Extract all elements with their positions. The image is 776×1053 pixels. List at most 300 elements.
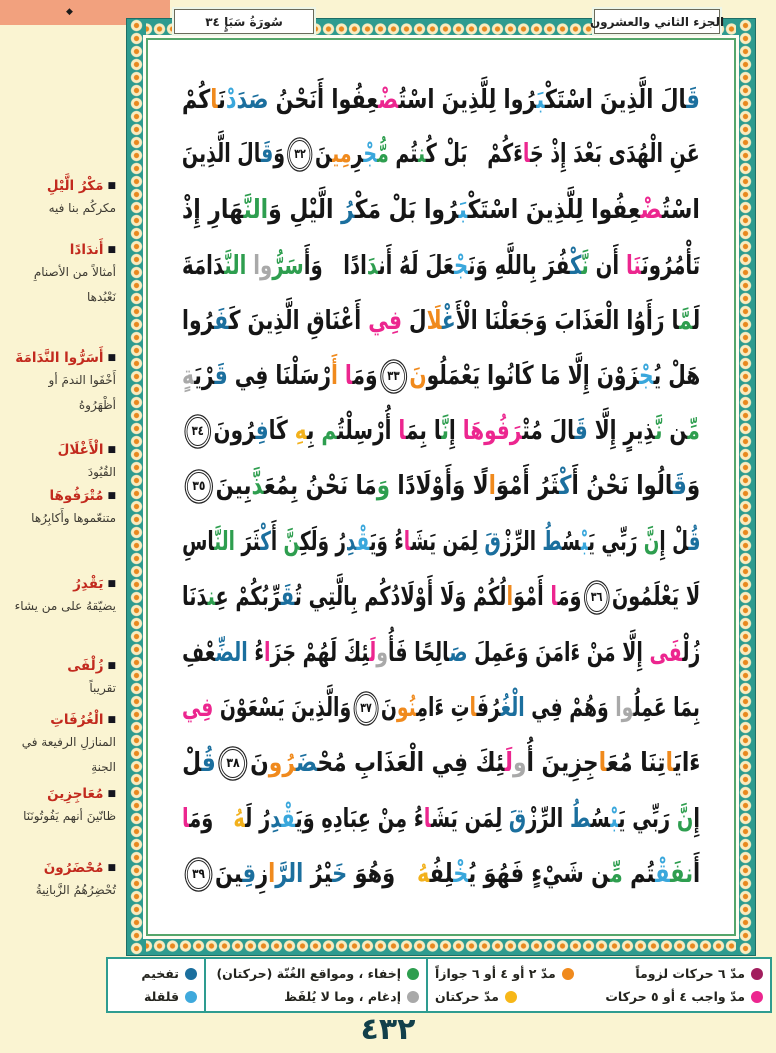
juz-label: الجزء الثاني والعشرون: [589, 14, 725, 29]
legend-item: [144, 989, 197, 1004]
quran-segment: زَوْنَ إِلَّا مَا كَانُوا يَعْمَلُو: [426, 360, 639, 391]
quran-segment: ا: [665, 748, 674, 779]
quran-line-text: [182, 694, 700, 723]
verse-marker: ٣٣: [382, 362, 405, 391]
quran-segment: ذِيرٍ إِلَّا: [587, 416, 656, 447]
quran-segment: ا: [506, 582, 513, 613]
quran-segment: بِ: [307, 416, 322, 447]
quran-segment: الَّيْلِ وَ: [268, 195, 342, 226]
quran-segment: وَمَ: [352, 360, 378, 391]
note-definition: متنعّموها وأَكابِرُها: [31, 511, 116, 526]
note-term: ■مُعَاجِزِينَ: [47, 786, 116, 802]
frame-ornament-bottom: [127, 936, 755, 955]
quran-segment: هَلْ يُ: [653, 360, 700, 391]
quran-segment: دُكُم بِالَّتِي تُ: [294, 582, 401, 613]
quran-segment: الَ مُتْ: [522, 416, 575, 447]
quran-segment: سُ: [590, 803, 611, 834]
corner-diamond-icon: ◆: [66, 7, 73, 17]
quran-segment: النَّ: [224, 250, 247, 281]
quran-segment: قَ: [508, 803, 527, 834]
quran-segment: جْ: [638, 360, 654, 391]
quran-line: [182, 847, 700, 902]
quran-segment: نَ: [315, 139, 333, 170]
quran-segment: فِي: [367, 305, 402, 336]
quran-segment: لُكُمْ وَلَ: [439, 582, 507, 613]
quran-segment: فِي: [182, 692, 214, 723]
quran-segment: تِنَا مُعَ: [606, 748, 666, 779]
quran-segment: خَ: [331, 858, 348, 889]
quran-segment: ا: [182, 803, 190, 834]
square-bullet-icon: ■: [107, 353, 116, 363]
quran-segment: صَدَ: [236, 84, 269, 115]
quran-segment: نَّ: [441, 416, 450, 447]
quran-text-area: [174, 66, 708, 908]
quran-segment: أَ: [330, 360, 345, 391]
quran-segment: بْ: [610, 803, 619, 834]
quran-line-text: [182, 140, 700, 169]
quran-segment: صَ: [448, 637, 468, 668]
note-term: ■مُتْرَفُوهَا: [49, 488, 116, 504]
quran-segment: مِّ: [609, 858, 623, 889]
quran-segment: تِ ءَامِ: [416, 692, 470, 723]
quran-segment: ن: [418, 139, 427, 170]
quran-line: [182, 349, 700, 404]
quran-segment: رْسَلْنَا فِي: [227, 360, 331, 391]
quran-segment: نَا: [625, 250, 642, 281]
legend-color-dot-icon: [407, 991, 419, 1003]
quran-line-text: [182, 749, 700, 778]
quran-segment: زُلْ: [681, 637, 700, 668]
quran-segment: أَن: [588, 250, 626, 281]
frame-ornament-right: [736, 19, 755, 955]
legend-row: [213, 989, 419, 1004]
text-panel: [146, 38, 736, 936]
quran-segment: أَ: [270, 527, 284, 558]
quran-segment: بَ: [458, 195, 468, 226]
quran-segment: ءُ وَيَ: [369, 527, 404, 558]
quran-segment: لَ: [368, 637, 376, 668]
mushaf-frame: [126, 18, 756, 956]
note-definition: المنازلِ الرفيعة في الجنةِ: [21, 735, 116, 775]
quran-segment: نُو: [396, 692, 417, 723]
quran-segment: ذَّ: [251, 471, 264, 502]
quran-segment: ضَ: [295, 748, 317, 779]
quran-segment: هُ: [233, 803, 246, 834]
quran-segment: مِي: [332, 139, 352, 170]
quran-segment: الرِّزْ: [500, 527, 542, 558]
quran-segment: رِّبُكُمْ عِ: [215, 582, 281, 613]
legend-color-dot-icon: [407, 968, 419, 980]
square-bullet-icon: ■: [107, 245, 116, 255]
margin-note: [4, 440, 116, 485]
quran-line: [182, 127, 700, 182]
quran-segment: رُوا بَلْ مَكْ: [354, 195, 459, 226]
quran-line-text: [181, 527, 700, 558]
square-bullet-icon: ■: [107, 181, 116, 191]
quran-segment: مِّ: [687, 416, 700, 447]
legend-item: [635, 966, 763, 981]
square-bullet-icon: ■: [107, 863, 116, 873]
quran-segment: جْ: [363, 139, 378, 170]
note-definition: ظانّينَ أنهم يَفُوتُونَنَا: [23, 809, 116, 824]
quran-segment: هُ: [416, 858, 430, 889]
legend-color-dot-icon: [185, 991, 197, 1003]
quran-segment: لَ: [692, 305, 700, 336]
quran-segment: كْ: [259, 527, 271, 558]
quran-segment: وَ: [686, 471, 700, 502]
quran-segment: رَفُوهَا: [462, 416, 523, 447]
legend-item: [605, 989, 763, 1004]
verse-marker: ٣٨: [220, 749, 244, 778]
margin-notes: [0, 0, 120, 956]
quran-segment: رَبِّي يَ: [618, 803, 677, 834]
legend-item: [216, 966, 419, 981]
quran-segment: أَ: [692, 858, 700, 889]
quran-segment: ا: [469, 692, 477, 723]
note-definition: تُحْضِرُهُمُ الزَّبانِيةُ: [35, 883, 116, 898]
quran-segment: نَّ: [676, 803, 694, 834]
quran-segment: رْيَ: [194, 360, 215, 391]
quran-line: [182, 625, 700, 680]
quran-segment: نَّ: [581, 250, 589, 281]
legend-item: [284, 989, 419, 1004]
quran-segment: اسِ: [181, 527, 214, 558]
legend-label: إخفاء ، ومواقع الغُنّة (حركتان): [216, 966, 401, 981]
quran-line: [182, 238, 700, 293]
quran-line: [182, 459, 700, 514]
quran-segment: وا: [615, 692, 634, 723]
note-definition: تقريباً: [89, 681, 116, 696]
quran-segment: ا: [267, 858, 276, 889]
note-term: ■مَكْرُ الَّيْلِ: [46, 178, 116, 194]
quran-segment: لَا: [426, 305, 442, 336]
quran-segment: كْ: [559, 471, 572, 502]
note-term: ■مُحْضَرُونَ: [43, 860, 116, 876]
quran-segment: وَهُوَ: [347, 858, 417, 889]
surah-label: سُورَةُ سَبَإٍ ٣٤: [205, 14, 283, 29]
quran-segment: ا: [488, 471, 496, 502]
quran-segment: لِفُ: [429, 858, 454, 889]
quran-segment: أَمْوَ: [512, 582, 551, 613]
quran-segment: نَّ: [655, 416, 663, 447]
quran-segment: رُ وَلَكِ: [299, 527, 346, 558]
legend-row: [435, 966, 763, 981]
quran-segment: نَ: [249, 748, 269, 779]
quran-segment: هَارِ إِذْ: [182, 195, 244, 226]
quran-segment: ضْ: [378, 84, 399, 115]
quran-segment: دْ: [225, 84, 237, 115]
quran-line-text: [182, 472, 700, 501]
quran-segment: لِمَن يَشَ: [430, 803, 509, 834]
quran-segment: وَهُمْ فِي: [524, 692, 616, 723]
square-bullet-icon: ■: [107, 579, 116, 589]
quran-segment: يْرُ: [303, 858, 332, 889]
quran-line: [182, 404, 700, 459]
quran-segment: كَا: [268, 416, 295, 447]
legend-row: [115, 966, 197, 981]
quran-segment: ا: [344, 360, 353, 391]
quran-segment: ءُ مِنْ عِبَادِهِ وَيَ: [295, 803, 424, 834]
quran-segment: نَّ: [643, 527, 659, 558]
quran-segment: لِمَن يَشَ: [410, 527, 485, 558]
note-term: ■أَندَادًا: [69, 242, 116, 258]
quran-segment: رُفَ: [476, 692, 501, 723]
legend-label: إدغام ، وما لا يُلفَظ: [284, 989, 401, 1004]
square-bullet-icon: ■: [107, 445, 116, 455]
quran-segment: لَ: [504, 748, 513, 779]
quran-segment: ن: [662, 416, 688, 447]
legend-color-dot-icon: [185, 968, 197, 980]
quran-segment: قَ: [672, 471, 687, 502]
quran-line: [182, 183, 700, 238]
quran-segment: قُ: [687, 527, 700, 558]
verse-marker: ٣٦: [586, 583, 607, 612]
verse-marker: ٣٧: [356, 694, 377, 723]
quran-segment: رُونَ: [213, 416, 256, 447]
note-term: ■زُلْفَى: [67, 658, 116, 674]
legend-box: [204, 957, 428, 1013]
quran-segment: لْ: [181, 748, 202, 779]
quran-segment: قَ: [214, 360, 228, 391]
quran-segment: و: [512, 748, 527, 779]
quran-segment: رِ: [351, 139, 364, 170]
legend-label: مدّ واجب ٤ أو ٥ حركات: [605, 989, 745, 1004]
quran-segment: وَ: [273, 139, 286, 170]
quran-segment: رُوا: [181, 305, 214, 336]
quran-segment: مَّ: [678, 305, 693, 336]
quran-segment: أَوْلَ: [400, 582, 440, 613]
quran-segment: خْ: [453, 858, 469, 889]
quran-segment: مُّ: [377, 139, 390, 170]
square-bullet-icon: ■: [107, 661, 116, 671]
legend-label: قلقلة: [144, 989, 179, 1004]
juz-cartouche: [589, 9, 725, 34]
quran-segment: طُ: [569, 803, 591, 834]
quran-segment: طُ: [541, 527, 562, 558]
note-definition: أَخْفَوا الندمَ أو أظْهَرُوهُ: [48, 373, 116, 413]
quran-segment: ةٍ: [181, 360, 195, 391]
quran-segment: ن شَيْءٍ فَهُوَ يُ: [468, 858, 610, 889]
legend-item: [435, 966, 574, 981]
quran-segment: ءُ: [247, 637, 264, 668]
quran-segment: دَامَةَ: [181, 250, 225, 281]
quran-segment: زِ: [255, 858, 268, 889]
quran-segment: الَ الَّذِينَ: [182, 139, 262, 170]
quran-segment: قَ: [280, 582, 295, 613]
quran-segment: ءَكُمْ بَلْ كُ: [426, 139, 524, 170]
legend-box: [426, 957, 772, 1013]
quran-segment: الُوا نَحْنُ أَ: [571, 471, 673, 502]
note-term: ■أَسَرُّوا النَّدَامَةَ: [15, 350, 116, 366]
margin-note: [4, 348, 116, 419]
quran-segment: كُمْ: [182, 84, 211, 115]
quran-segment: م: [321, 416, 338, 447]
quran-segment: ئِكَ لَهُمْ جَزَ: [270, 637, 369, 668]
quran-segment: ا رَأَوُا الْعَذَابَ وَجَعَلْنَا الْأَ: [455, 305, 679, 336]
quran-segment: ا: [403, 527, 411, 558]
quran-segment: نَّ: [283, 527, 300, 558]
quran-segment: ا: [210, 84, 219, 115]
quran-segment: ادًا وَأَ: [303, 250, 367, 281]
quran-line-text: [182, 195, 700, 226]
quran-segment: فِ: [255, 416, 269, 447]
quran-segment: عَنِ الْهُدَى بَعْدَ إِذْ جَ: [530, 139, 700, 170]
quran-segment: سَرُّ: [272, 250, 304, 281]
quran-segment: بَ: [536, 84, 545, 115]
quran-segment: ضْ: [640, 195, 663, 226]
verse-marker: ٣٩: [187, 860, 210, 889]
quran-segment: فَ: [213, 305, 229, 336]
square-bullet-icon: ■: [107, 789, 116, 799]
quran-segment: ا: [598, 748, 607, 779]
quran-line: [182, 681, 700, 736]
quran-segment: ا: [263, 637, 271, 668]
quran-segment: دِ: [270, 803, 282, 834]
quran-segment: الرَّ: [275, 858, 304, 889]
quran-segment: وَالَّذِينَ يَسْعَوْنَ: [213, 692, 352, 723]
quran-segment: قَ: [686, 84, 700, 115]
quran-segment: ا بِمَ: [406, 416, 442, 447]
quran-segment: تُم: [622, 858, 655, 889]
margin-note: [4, 486, 116, 531]
surah-cartouche: [174, 9, 314, 34]
square-bullet-icon: ■: [107, 491, 116, 501]
quran-segment: ينَ: [214, 858, 243, 889]
quran-segment: رَبِّي يَ: [587, 527, 644, 558]
quran-segment: ا: [550, 582, 558, 613]
margin-note: [4, 858, 116, 903]
quran-segment: النَّ: [243, 195, 269, 226]
legend-label: مدّ حركتان: [435, 989, 499, 1004]
quran-segment: إِلَّا مَنْ ءَامَنَ وَعَمِلَ: [467, 637, 650, 668]
quran-segment: ا: [398, 416, 407, 447]
quran-segment: هِ: [294, 416, 308, 447]
quran-segment: لْ إِ: [658, 527, 688, 558]
quran-segment: رُ: [341, 195, 355, 226]
quran-segment: نفَ: [669, 858, 693, 889]
quran-segment: قْ: [356, 527, 370, 558]
margin-note: [4, 710, 116, 781]
note-definition: يضيّقهُ على من يشاء: [14, 599, 116, 614]
quran-segment: النَّ: [213, 527, 235, 558]
quran-segment: أَعْنَاقِ الَّذِينَ كَ: [228, 305, 368, 336]
legend-color-dot-icon: [505, 991, 517, 1003]
quran-line: [182, 72, 700, 127]
quran-segment: سُ: [561, 527, 581, 558]
quran-line: [182, 736, 700, 791]
note-term: ■الْأَغْلَالَ: [57, 442, 116, 458]
quran-segment: جِزِينَ أُ: [526, 748, 599, 779]
quran-segment: اسْتُ: [662, 195, 700, 226]
page-number: ٤٣٢: [360, 1012, 416, 1047]
quran-segment: رُوا لِلَّذِينَ اسْتُ: [398, 84, 537, 115]
quran-segment: تَأْمُرُونَ: [641, 250, 700, 281]
quran-segment: عْفِ: [181, 637, 216, 668]
legend-label: مدّ ٢ أو ٤ أو ٦ جوازاً: [435, 966, 556, 981]
note-definition: مكركُم بنا فيه: [48, 201, 116, 216]
quran-line-text: [181, 305, 700, 336]
legend-row: [115, 989, 197, 1004]
quran-segment: إِ: [449, 416, 463, 447]
quran-segment: إِ: [693, 803, 700, 834]
note-definition: القُيُودَ: [87, 465, 116, 480]
quran-line-text: [181, 250, 700, 281]
quran-segment: الْغُ: [500, 692, 525, 723]
quran-segment: ا: [423, 803, 431, 834]
quran-segment: دَنَا: [181, 582, 208, 613]
quran-segment: تُم: [389, 139, 419, 170]
quran-segment: و: [375, 637, 388, 668]
quran-segment: قْ: [654, 858, 670, 889]
quran-segment: ءَايَ: [673, 748, 700, 779]
quran-segment: جْ: [453, 250, 468, 281]
quran-line-text: [182, 803, 700, 834]
quran-segment: دَ: [366, 250, 379, 281]
square-bullet-icon: ■: [107, 715, 116, 725]
quran-line: [182, 791, 700, 846]
legend-row: [435, 989, 763, 1004]
note-term: ■يَقْدِرُ: [73, 576, 116, 592]
quran-segment: عِفُوا لِلَّذِينَ اسْتَكْ: [467, 195, 641, 226]
verse-marker: ٣٥: [187, 472, 211, 501]
quran-segment: وَمَ: [189, 803, 234, 834]
quran-segment: بْ: [580, 527, 588, 558]
quran-segment: نَ: [409, 360, 427, 391]
quran-line-text: [182, 417, 700, 446]
quran-segment: الِحًا فَأُ: [387, 637, 449, 668]
quran-segment: لًا وَأَوْلَ: [415, 471, 489, 502]
quran-segment: فُرَ بِاللَّهِ وَنَ: [467, 250, 570, 281]
margin-note: [4, 574, 116, 619]
verse-marker: ٣٢: [290, 140, 311, 169]
quran-segment: دِ: [345, 527, 357, 558]
quran-segment: ثَرَ: [234, 527, 260, 558]
quran-segment: لَ: [401, 305, 427, 336]
quran-segment: قُ: [201, 748, 216, 779]
legend-item: [141, 966, 197, 981]
note-definition: أمثالاً من الأصنامِ نَعْبُدها: [33, 265, 116, 305]
quran-segment: رُو: [268, 748, 296, 779]
quran-segment: لَا يَعْلَمُونَ: [611, 582, 700, 613]
margin-note: [4, 784, 116, 829]
quran-segment: الرِّزْ: [526, 803, 570, 834]
quran-segment: وا: [246, 250, 273, 281]
quran-segment: عِفُوا أَنَحْنُ: [268, 84, 379, 115]
quran-segment: دًا: [389, 471, 416, 502]
quran-line: [182, 515, 700, 570]
quran-segment: قْ: [281, 803, 296, 834]
quran-segment: كْ: [569, 250, 582, 281]
quran-segment: بِمَا عَمِلُ: [633, 692, 700, 723]
quran-segment: مَا نَحْنُ بِمُعَ: [263, 471, 377, 502]
quran-line-text: [182, 362, 700, 391]
quran-line-text: [182, 860, 700, 889]
margin-note: [4, 656, 116, 701]
legend-row: [213, 966, 419, 981]
legend-label: مدّ ٦ حركات لزوماً: [635, 966, 745, 981]
margin-note: [4, 176, 116, 221]
quran-segment: وَمَ: [557, 582, 582, 613]
quran-segment: قَ: [261, 139, 274, 170]
quran-segment: غْ: [441, 305, 456, 336]
quran-segment: قَ: [574, 416, 588, 447]
tajweed-legend: [104, 957, 772, 1013]
quran-segment: بِينَ: [215, 471, 252, 502]
quran-segment: قَ: [484, 527, 501, 558]
legend-color-dot-icon: [751, 968, 763, 980]
quran-line-text: [182, 84, 700, 115]
quran-segment: ئِكَ فِي الْعَذَابِ مُحْ: [316, 748, 505, 779]
